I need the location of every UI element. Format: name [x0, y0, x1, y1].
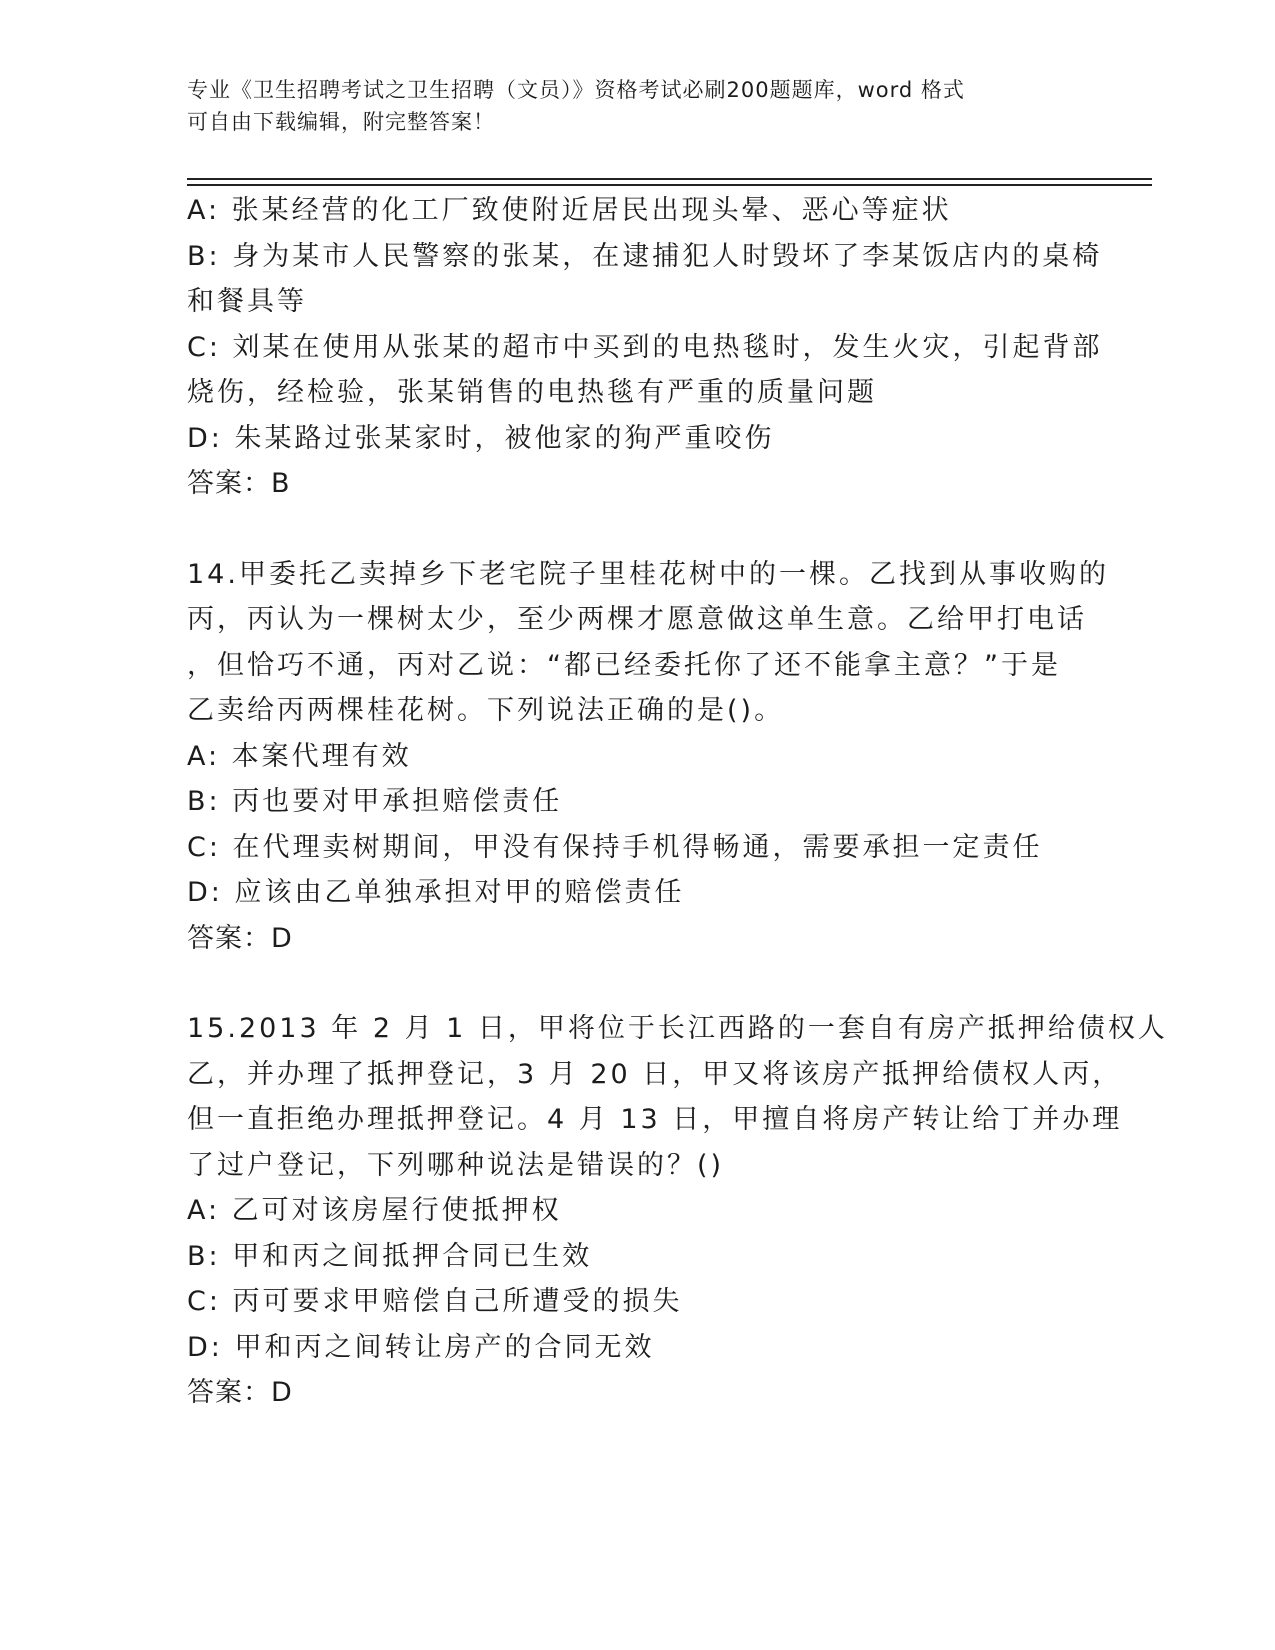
answer: 答案：D [187, 922, 293, 954]
answer: 答案：D [187, 1377, 293, 1408]
header-divider-bottom [187, 184, 1152, 186]
answer: 答案：B [187, 468, 291, 499]
option-d: D: 甲和丙之间转让房产的合同无效 [187, 1331, 655, 1363]
question-stem-line: 乙卖给丙两棵桂花树。下列说法正确的是()。 [187, 695, 785, 726]
option-b: B: 身为某市人民警察的张某，在逮捕犯人时毁坏了李某饭店内的桌椅 [187, 240, 1103, 272]
question-stem-line: 14.甲委托乙卖掉乡下老宅院子里桂花树中的一棵。乙找到从事收购的 [187, 558, 1109, 590]
question-15 [187, 1006, 1168, 1416]
option-c-continued: 烧伤，经检验，张某销售的电热毯有严重的质量问题 [187, 377, 877, 408]
option-a: A: 本案代理有效 [187, 740, 412, 772]
question-content [187, 188, 1168, 1416]
option-b-continued: 和餐具等 [187, 286, 307, 317]
question-14 [187, 552, 1109, 962]
question-13 [187, 188, 1103, 507]
option-c: C: 刘某在使用从张某的超市中买到的电热毯时，发生火灾，引起背部 [187, 331, 1103, 363]
header-line-2: 可自由下载编辑，附完整答案！ [187, 110, 495, 134]
question-stem-line: 但一直拒绝办理抵押登记。4 月 13 日，甲擅自将房产转让给丁并办理 [187, 1104, 1123, 1135]
question-stem-line: 15.2013 年 2 月 1 日，甲将位于长江西路的一套自有房产抵押给债权人 [187, 1013, 1168, 1044]
question-stem-line: 乙，并办理了抵押登记，3 月 20 日，甲又将该房产抵押给债权人丙， [187, 1058, 1123, 1090]
spacer [187, 507, 1087, 552]
spacer [187, 961, 1087, 1006]
option-b: B: 丙也要对甲承担赔偿责任 [187, 786, 563, 817]
question-stem-line: 了过户登记，下列哪种说法是错误的？() [187, 1149, 725, 1181]
option-c: C: 丙可要求甲赔偿自己所遭受的损失 [187, 1286, 683, 1317]
option-a: A: 张某经营的化工厂致使附近居民出现头晕、恶心等症状 [187, 195, 952, 226]
option-b: B: 甲和丙之间抵押合同已生效 [187, 1240, 593, 1272]
option-d: D: 应该由乙单独承担对甲的赔偿责任 [187, 877, 685, 908]
option-a: A: 乙可对该房屋行使抵押权 [187, 1195, 562, 1226]
option-c: C: 在代理卖树期间，甲没有保持手机得畅通，需要承担一定责任 [187, 831, 1043, 863]
header-divider-top [187, 178, 1152, 180]
document-header [187, 74, 1067, 138]
question-stem-line: 丙，丙认为一棵树太少，至少两棵才愿意做这单生意。乙给甲打电话 [187, 604, 1087, 635]
header-line-1: 专业《卫生招聘考试之卫生招聘（文员）》资格考试必刷200题题库，word 格式 [187, 78, 965, 102]
option-d: D: 朱某路过张某家时，被他家的狗严重咬伤 [187, 422, 775, 454]
question-stem-line: ，但恰巧不通，丙对乙说：“都已经委托你了还不能拿主意？”于是 [187, 649, 1061, 681]
